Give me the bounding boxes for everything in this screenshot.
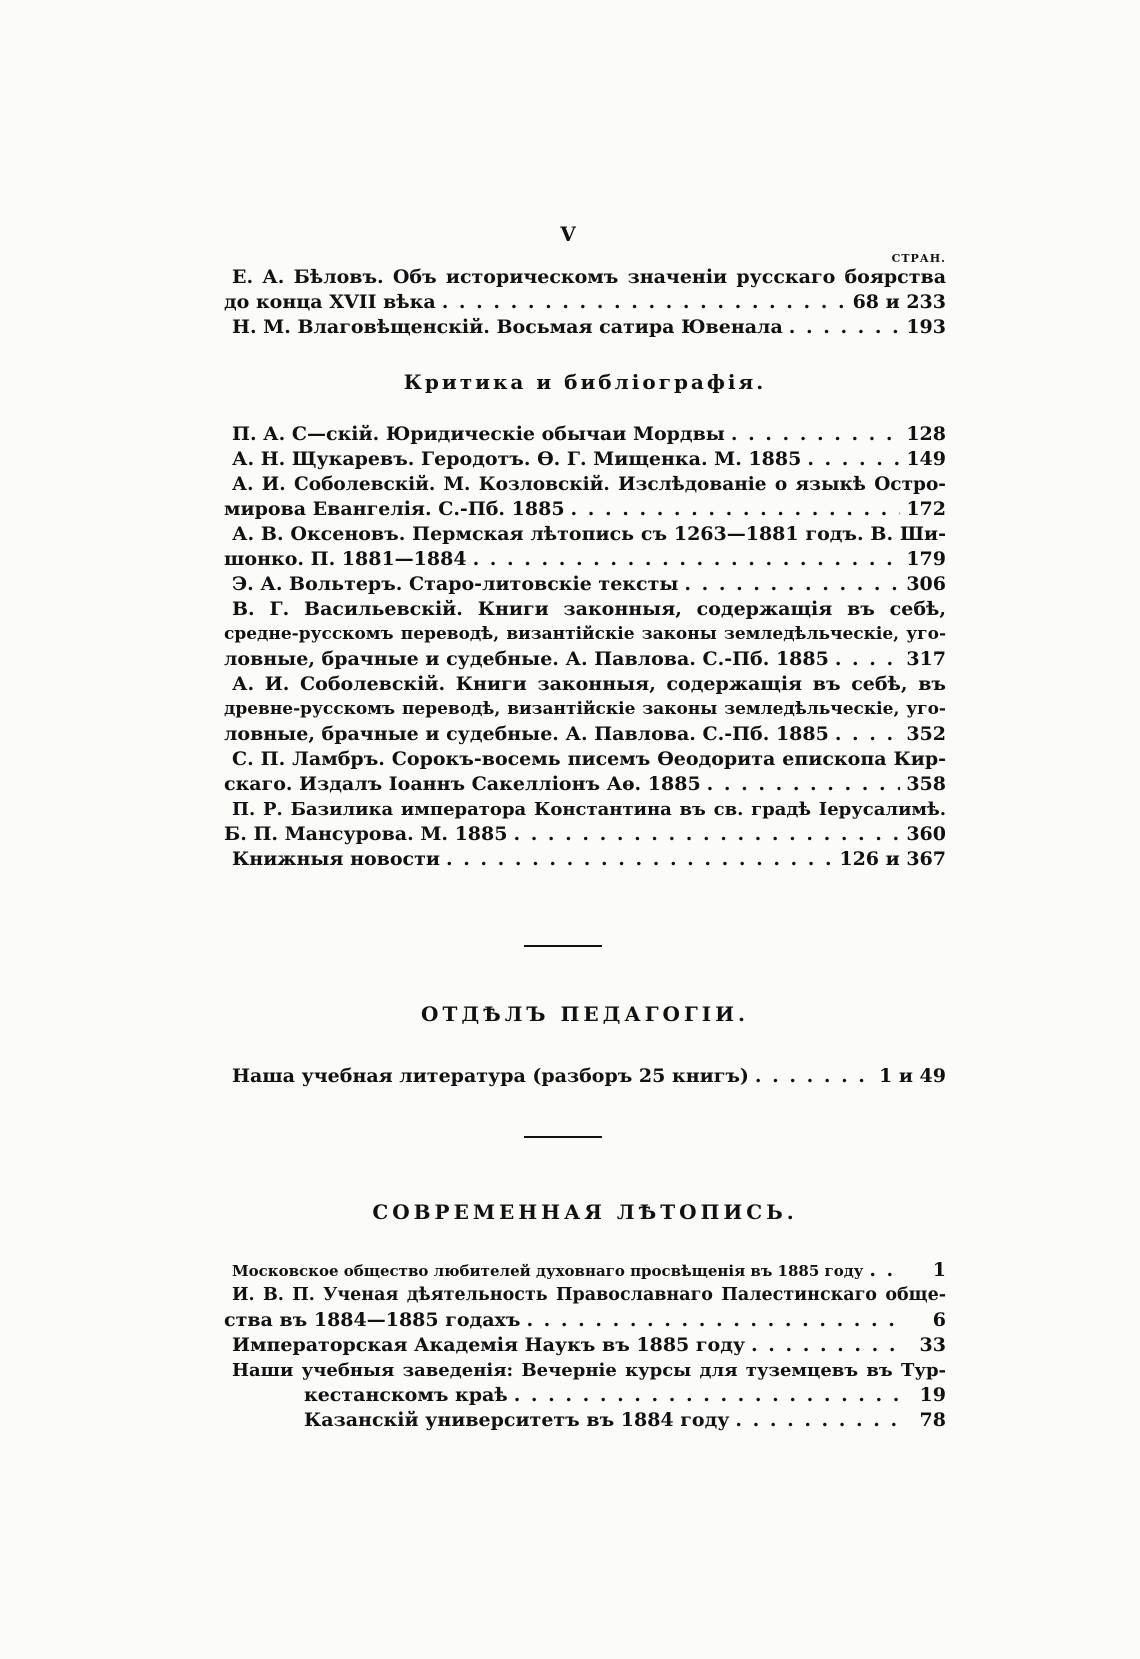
entry-page: 6: [932, 1309, 946, 1331]
top-entries: [224, 265, 946, 340]
toc-entry: [224, 422, 946, 447]
entry-page: 306: [906, 573, 946, 595]
toc-entry: [224, 1383, 946, 1408]
entry-line: древне-русскомъ переводѣ, византійскіе законы земледѣльческіе, уго-: [224, 699, 946, 719]
entry-page: 128: [906, 423, 946, 445]
entry-line: И. В. П. Ученая дѣятельность Православнаго Палестинскаго обще-: [232, 1285, 946, 1305]
leader-dots: [755, 1064, 873, 1089]
entry-page: 149: [906, 448, 946, 470]
entry-text: Н. М. Влаговѣщенскій. Восьмая сатира Ювенала: [232, 316, 783, 338]
entry-page: 33: [919, 1334, 946, 1356]
entry-text: до конца XVII вѣка: [224, 291, 436, 313]
entry-page: 126 и 367: [839, 848, 946, 870]
entry-text: Наша учебная литература (разборъ 25 книгъ): [232, 1065, 749, 1087]
toc-entry: [224, 1258, 946, 1283]
section-title-chronicle: СОВРЕМЕННАЯ ЛѢТОПИСЬ.: [372, 1200, 798, 1224]
entry-text: ства въ 1884—1885 годахъ: [224, 1309, 521, 1331]
toc-entry: [224, 1408, 946, 1433]
leader-dots: [513, 822, 900, 847]
leader-dots: [446, 847, 833, 872]
entry-line: В. Г. Васильевскій. Книги законныя, содержащія въ себѣ,: [232, 598, 946, 620]
leader-dots: [473, 547, 901, 572]
entry-page: 1: [932, 1259, 946, 1281]
toc-entry: [224, 290, 946, 315]
section-title-critique: Критика и библіографія.: [403, 370, 767, 394]
leader-dots: [869, 1258, 904, 1283]
entry-page: 68 и 233: [852, 291, 946, 313]
leader-dots: [514, 1383, 904, 1408]
leader-dots: [526, 1308, 904, 1333]
entry-line: Наши учебныя заведенія: Вечерніе курсы для туземцевъ въ Тур-: [232, 1360, 946, 1381]
leader-dots: [571, 497, 901, 522]
entry-page: 78: [919, 1409, 946, 1431]
section-title-pedagogy: ОТДѢЛЪ ПЕДАГОГІИ.: [421, 1002, 749, 1026]
entry-line: С. П. Ламбръ. Сорокъ-восемь писемъ Ѳеодорита епископа Кир-: [232, 748, 946, 770]
leader-dots: [731, 422, 900, 447]
entry-text: шонко. П. 1881—1884: [224, 548, 467, 570]
chronicle-entries: [224, 1258, 946, 1433]
leader-dots: [707, 772, 901, 797]
entry-text: А. Н. Щукаревъ. Геродотъ. Ѳ. Г. Мищенка. М. 1885: [232, 448, 802, 470]
leader-dots: [442, 290, 847, 315]
entry-line: А. И. Соболевскій. М. Козловскій. Изслѣдованіе о языкѣ Остро-: [232, 474, 946, 495]
entry-text: Императорская Академія Наукъ въ 1885 году: [232, 1334, 746, 1356]
entry-line: П. Р. Базилика императора Константина въ св. градѣ Іерусалимѣ.: [232, 799, 946, 820]
entry-text: кестанскомъ краѣ: [304, 1384, 508, 1406]
leader-dots: [751, 1333, 904, 1358]
entry-text: мирова Евангелія. С.-Пб. 1885: [224, 498, 565, 520]
page-number: V: [560, 222, 576, 246]
toc-entry: [224, 822, 946, 847]
entry-text: Московское общество любителей духовнаго просвѣщенія въ 1885 году: [232, 1262, 864, 1280]
toc-entry: [224, 497, 946, 522]
entry-page: 179: [906, 548, 946, 570]
entry-page: 1 и 49: [879, 1065, 946, 1087]
entry-line: средне-русскомъ переводѣ, византійскіе законы земледѣльческіе, уго-: [224, 624, 946, 644]
entry-page: 358: [906, 773, 946, 795]
entry-page: 352: [906, 723, 946, 745]
toc-entry: [224, 315, 946, 340]
critique-entries: [224, 422, 946, 872]
entry-text: П. А. С—скій. Юридическіе обычаи Мордвы: [232, 423, 725, 445]
entry-line: А. И. Соболевскій. Книги законныя, содержащія въ себѣ, въ: [232, 673, 946, 695]
entry-text: ловные, брачные и судебные. А. Павлова. С.-Пб. 1885: [224, 648, 829, 670]
entry-line: А. В. Оксеновъ. Пермская лѣтопись съ 1263—1881 годъ. В. Ши-: [232, 523, 946, 545]
toc-entry: [224, 1064, 946, 1089]
entry-text: Б. П. Мансурова. М. 1885: [224, 823, 508, 845]
toc-entry: [224, 572, 946, 597]
entry-page: 172: [906, 498, 946, 520]
leader-dots: [835, 647, 901, 672]
toc-entry: [224, 772, 946, 797]
toc-entry: [224, 647, 946, 672]
leader-dots: [807, 447, 900, 472]
entry-page: 19: [919, 1384, 946, 1406]
entry-text: Книжныя новости: [232, 848, 440, 870]
section-divider: [524, 1136, 602, 1138]
section-divider: [524, 945, 602, 947]
entry-text: скаго. Издалъ Іоаннъ Сакелліонъ Аѳ. 1885: [224, 773, 701, 795]
toc-entry: [224, 447, 946, 472]
toc-entry: [224, 1308, 946, 1333]
entry-page: 193: [906, 316, 946, 338]
toc-entry: [224, 722, 946, 747]
toc-entry: [224, 847, 946, 872]
leader-dots: [789, 315, 901, 340]
entry-line: Е. А. Бѣловъ. Объ историческомъ значеніи русскаго боярства: [232, 266, 946, 288]
entry-text: ловные, брачные и судебные. А. Павлова. С.-Пб. 1885: [224, 723, 829, 745]
toc-entry: [224, 547, 946, 572]
leader-dots: [735, 1408, 904, 1433]
pedagogy-entries: [224, 1064, 946, 1089]
entry-text: Казанскій университетъ въ 1884 году: [304, 1409, 730, 1431]
entry-text: Э. А. Вольтеръ. Старо-литовскіе тексты: [232, 573, 679, 595]
leader-dots: [684, 572, 900, 597]
page-column-label: СТРАН.: [891, 252, 946, 265]
leader-dots: [835, 722, 901, 747]
toc-entry: [224, 1333, 946, 1358]
entry-page: 360: [906, 823, 946, 845]
entry-page: 317: [906, 648, 946, 670]
